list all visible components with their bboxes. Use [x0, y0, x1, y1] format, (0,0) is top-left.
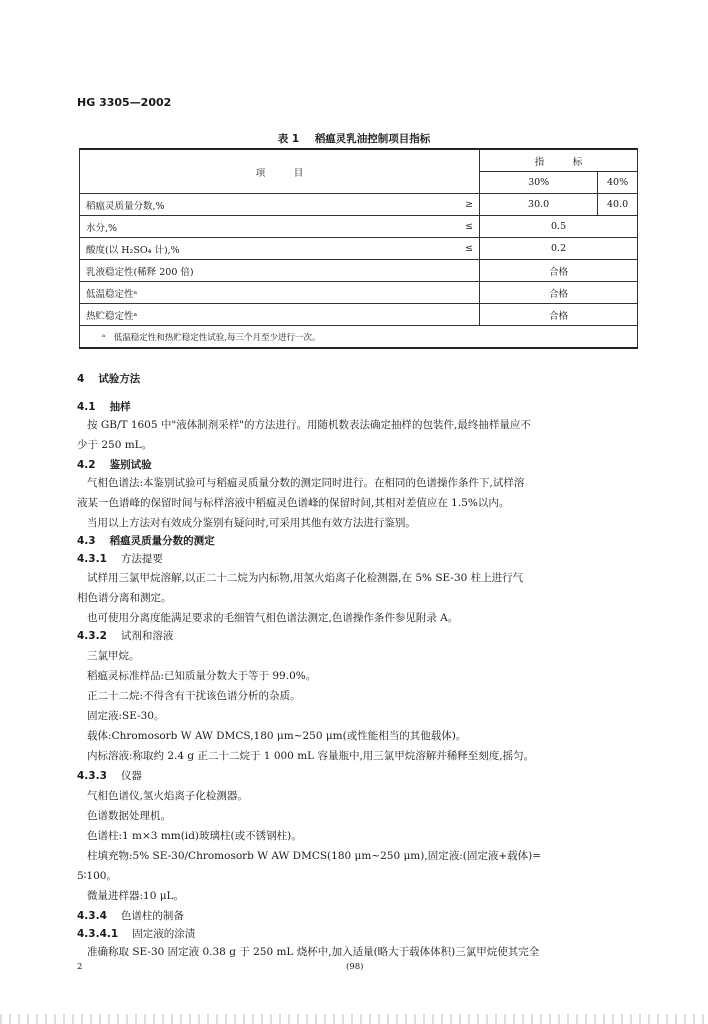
list-item: 载体:Chromosorb W AW DMCS,180 μm~250 μm(或性能相当的其他载体)。 [87, 730, 467, 742]
list-item: 正二十二烷:不得含有干扰该色谱分析的杂质。 [87, 690, 301, 702]
list-item: 色谱数据处理机。 [87, 810, 171, 822]
list-item: 色谱柱:1 m×3 mm(id)玻璃柱(或不锈钢柱)。 [87, 830, 302, 842]
col-index-header: 指 标 [480, 149, 638, 172]
table-row [80, 216, 638, 238]
table-footnote: ᵃ 低温稳定性和热贮稳定性试验,每三个月至少进行一次。 [80, 326, 638, 349]
row-value: 合格 [480, 260, 638, 282]
list-item: 内标溶液:称取约 2.4 g 正二十二烷于 1 000 mL 容量瓶中,用三氯甲烷溶解并稀释至刻度,摇匀。 [87, 750, 535, 762]
paragraph: 气相色谱法:本鉴别试验可与稻瘟灵质量分数的测定同时进行。在相同的色谱操作条件下,试样溶 [87, 477, 525, 489]
list-item: 固定液:SE-30。 [87, 710, 165, 722]
section-title: 抽样 [109, 401, 131, 413]
list-item: 柱填充物:5% SE-30/Chromosorb W AW DMCS(180 μm~250 μm),固定液:(固定液+载体)= [87, 850, 542, 862]
list-item: 稻瘟灵标准样品:已知质量分数大于等于 99.0%。 [87, 670, 317, 682]
section-4-3-4-heading [77, 908, 184, 923]
list-item: 三氯甲烷。 [87, 650, 140, 662]
row-compare: ≤ [415, 238, 480, 260]
section-title: 稻瘟灵质量分数的测定 [109, 535, 215, 547]
row-compare: ≤ [415, 216, 480, 238]
section-4-3-4-1-heading [77, 926, 195, 941]
paragraph: 也可使用分离度能满足要求的毛细管气相色谱法测定,色谱操作条件参见附录 A。 [87, 612, 459, 624]
row-compare: ≥ [415, 194, 480, 216]
section-number: 4.3.4 [77, 910, 107, 922]
row-value: 0.5 [480, 216, 638, 238]
section-number: 4.3.3 [77, 770, 107, 782]
table-row [80, 260, 638, 282]
table-row [80, 282, 638, 304]
col-40-header: 40% [598, 172, 638, 194]
section-title: 鉴别试验 [109, 459, 152, 471]
row-value: 合格 [480, 282, 638, 304]
table-row [80, 238, 638, 260]
section-4-3-3-heading [77, 768, 142, 783]
col-30-header: 30% [480, 172, 598, 194]
section-number: 4 [77, 373, 85, 385]
paragraph: 5∶100。 [77, 870, 117, 882]
section-4-3-1-heading [77, 551, 163, 566]
table-row [80, 304, 638, 326]
table-number: 表 1 [277, 133, 300, 145]
col-item-header: 项 目 [80, 149, 480, 194]
section-number: 4.1 [77, 401, 96, 413]
section-title: 方法提要 [120, 553, 163, 565]
table-footnote-row [80, 326, 638, 349]
spec-table [79, 148, 638, 349]
paragraph: 液某一色谱峰的保留时间与标样溶液中稻瘟灵色谱峰的保留时间,其相对差值应在 1.5%以内。 [77, 497, 510, 509]
paragraph: 相色谱分离和测定。 [77, 592, 172, 604]
section-title: 固定液的涂渍 [132, 928, 196, 940]
table-title: 稻瘟灵乳油控制项目指标 [314, 133, 431, 145]
section-title: 试剂和溶液 [120, 630, 174, 642]
paragraph: 当用以上方法对有效成分鉴别有疑问时,可采用其他有效方法进行鉴别。 [87, 517, 416, 529]
row-item: 水分,% [80, 216, 415, 238]
section-title: 色谱柱的制备 [120, 910, 184, 922]
page-number: 2 [77, 962, 83, 972]
section-number: 4.3.1 [77, 553, 107, 565]
row-item: 酸度(以 H₂SO₄ 计),% [80, 238, 415, 260]
section-4-1-heading [77, 399, 131, 414]
section-title: 试验方法 [98, 373, 141, 385]
row-value: 合格 [480, 304, 638, 326]
section-4-heading [77, 371, 140, 386]
section-number: 4.3.2 [77, 630, 107, 642]
paragraph: 少于 250 mL。 [77, 439, 153, 451]
row-item: 低温稳定性ᵃ [80, 282, 480, 304]
standard-code: HG 3305—2002 [77, 96, 172, 109]
row-value: 0.2 [480, 238, 638, 260]
list-item: 气相色谱仪,氢火焰离子化检测器。 [87, 790, 248, 802]
table-header-row [80, 149, 638, 172]
list-item: 微量进样器:10 μL。 [87, 890, 185, 902]
section-4-3-2-heading [77, 628, 173, 643]
section-number: 4.2 [77, 459, 96, 471]
section-title: 仪器 [120, 770, 142, 782]
section-number: 4.3.4.1 [77, 928, 119, 940]
page-sequence: (98) [346, 962, 364, 972]
row-item: 热贮稳定性ᵃ [80, 304, 480, 326]
paragraph: 试样用三氯甲烷溶解,以正二十二烷为内标物,用氢火焰离子化检测器,在 5% SE-30 柱上进行气 [87, 572, 524, 584]
list-item: 准确称取 SE-30 固定液 0.38 g 于 250 mL 烧杯中,加入适量(略大于载体体积)三氯甲烷使其完全 [87, 946, 540, 958]
scan-edge-artifact [0, 1014, 708, 1024]
table-row [80, 194, 638, 216]
table-caption [0, 131, 708, 146]
section-number: 4.3 [77, 535, 96, 547]
row-item: 稻瘟灵质量分数,% [80, 194, 415, 216]
row-value-30: 30.0 [480, 194, 598, 216]
section-4-2-heading [77, 457, 152, 472]
row-value-40: 40.0 [598, 194, 638, 216]
section-4-3-heading [77, 533, 215, 548]
paragraph: 按 GB/T 1605 中"液体制剂采样"的方法进行。用随机数表法确定抽样的包装件,最终抽样量应不 [87, 419, 531, 431]
row-item: 乳液稳定性(稀释 200 倍) [80, 260, 480, 282]
